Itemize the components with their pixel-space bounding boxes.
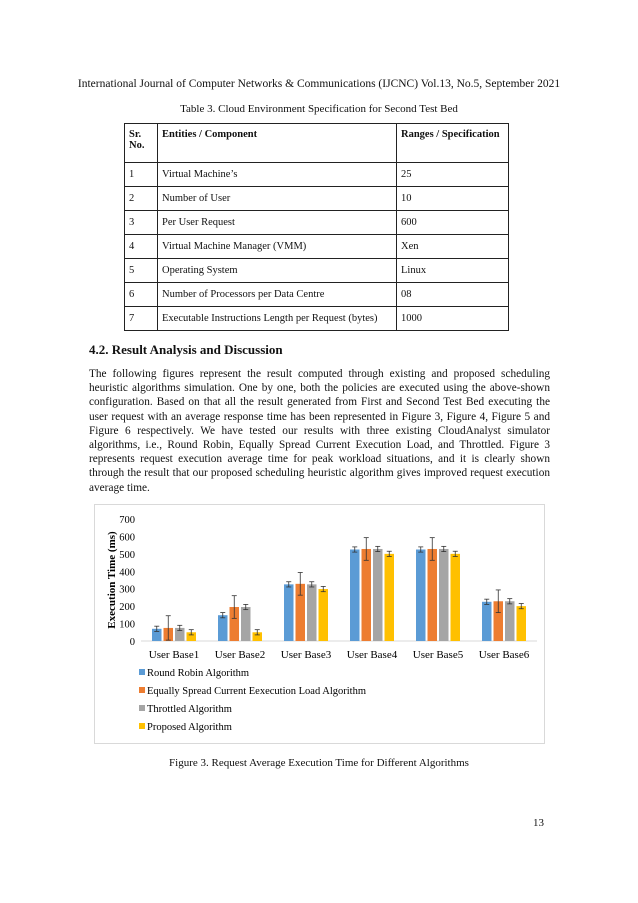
legend-swatch: [139, 687, 145, 693]
bar-chart: [95, 505, 544, 743]
x-tick-label: User Base1: [148, 649, 200, 661]
bar: [218, 615, 228, 641]
bar: [284, 584, 294, 641]
legend-label: Proposed Algorithm: [147, 722, 232, 733]
table-cell: 7: [125, 307, 158, 331]
journal-header: International Journal of Computer Networks & Communications (IJCNC) Vol.13, No.5, September 2021: [77, 78, 561, 90]
bar: [451, 554, 461, 641]
bar: [439, 549, 449, 641]
table-cell: Virtual Machine’s: [158, 163, 397, 187]
bar: [241, 607, 251, 641]
bar: [505, 601, 515, 641]
bar: [517, 606, 527, 641]
bar: [385, 554, 395, 641]
bar: [362, 549, 372, 641]
y-tick-label: 400: [119, 567, 135, 579]
table-caption: Table 3. Cloud Environment Specification for Second Test Bed: [180, 103, 458, 115]
body-paragraph: The following figures represent the result computed through existing and proposed scheduling heuristic algorithms simulation. One by one, both the policies are executed using the above-shown configuration. Based on that all the result generated from First and Second Test Bed executing the user request with an average response time has been represented in Figure 3, Figure 4, Figure 5 and Figure 6 respectively. We have tested our results with three existing CloudAnalyst simulator algorithms, i.e., Round Robin, Equally Spread Current Execution Load, and Throttled. Figure 3 represents request execution average time for peak workload situations, and it is clearly shown through the result that our proposed scheduling heuristic algorithm gives improved request execution average time.: [89, 368, 550, 494]
y-tick-label: 500: [119, 549, 135, 561]
legend-label: Throttled Algorithm: [147, 704, 232, 715]
y-tick-label: 200: [119, 602, 135, 614]
table-row: [125, 187, 509, 211]
table-cell: Number of Processors per Data Centre: [158, 283, 397, 307]
table-cell: Number of User: [158, 187, 397, 211]
chart-container: [94, 504, 545, 744]
bar: [428, 549, 438, 641]
table-cell: 6: [125, 283, 158, 307]
bar: [416, 550, 426, 642]
x-tick-label: User Base5: [412, 649, 464, 661]
table-row: [125, 211, 509, 235]
x-tick-label: User Base4: [346, 649, 398, 661]
table-cell: Virtual Machine Manager (VMM): [158, 235, 397, 259]
table-cell: 2: [125, 187, 158, 211]
bar: [307, 584, 317, 641]
bar: [482, 602, 492, 641]
table-cell: Operating System: [158, 259, 397, 283]
x-tick-label: User Base6: [478, 649, 530, 661]
table-cell: 600: [397, 211, 509, 235]
section-heading: 4.2. Result Analysis and Discussion: [89, 342, 283, 357]
table-cell: Executable Instructions Length per Request (bytes): [158, 307, 397, 331]
legend-swatch: [139, 705, 145, 711]
table-cell: 1000: [397, 307, 509, 331]
y-axis-label: Execution Time (ms): [106, 531, 118, 629]
table-cell: 5: [125, 259, 158, 283]
spec-table: [124, 123, 509, 331]
table-cell: 25: [397, 163, 509, 187]
table-row: [125, 259, 509, 283]
table-cell: Per User Request: [158, 211, 397, 235]
page-number: 13: [533, 817, 544, 829]
y-tick-label: 0: [129, 637, 135, 648]
header-sr-no: Sr. No.: [125, 124, 158, 163]
table-row: [125, 283, 509, 307]
x-tick-label: User Base2: [214, 649, 266, 661]
bar: [350, 550, 360, 642]
bar: [373, 549, 383, 641]
table-cell: 10: [397, 187, 509, 211]
table-header-row: [125, 124, 509, 163]
y-tick-label: 300: [119, 584, 135, 596]
table-cell: 4: [125, 235, 158, 259]
table-cell: Linux: [397, 259, 509, 283]
table-cell: 1: [125, 163, 158, 187]
table-row: [125, 307, 509, 331]
legend-label: Equally Spread Current Eexecution Load Algorithm: [147, 686, 366, 697]
legend-swatch: [139, 669, 145, 675]
figure-caption: Figure 3. Request Average Execution Time for Different Algorithms: [169, 757, 469, 769]
header-entities: Entities / Component: [158, 124, 397, 163]
table-cell: 3: [125, 211, 158, 235]
y-tick-label: 100: [119, 619, 135, 631]
table-cell: 08: [397, 283, 509, 307]
legend-swatch: [139, 723, 145, 729]
table-row: [125, 235, 509, 259]
table-row: [125, 163, 509, 187]
table-cell: Xen: [397, 235, 509, 259]
legend-label: Round Robin Algorithm: [147, 668, 250, 679]
bar: [319, 589, 329, 641]
x-tick-label: User Base3: [280, 649, 332, 661]
y-tick-label: 700: [119, 515, 135, 526]
header-ranges: Ranges / Specification: [397, 124, 509, 163]
y-tick-label: 600: [119, 532, 135, 544]
